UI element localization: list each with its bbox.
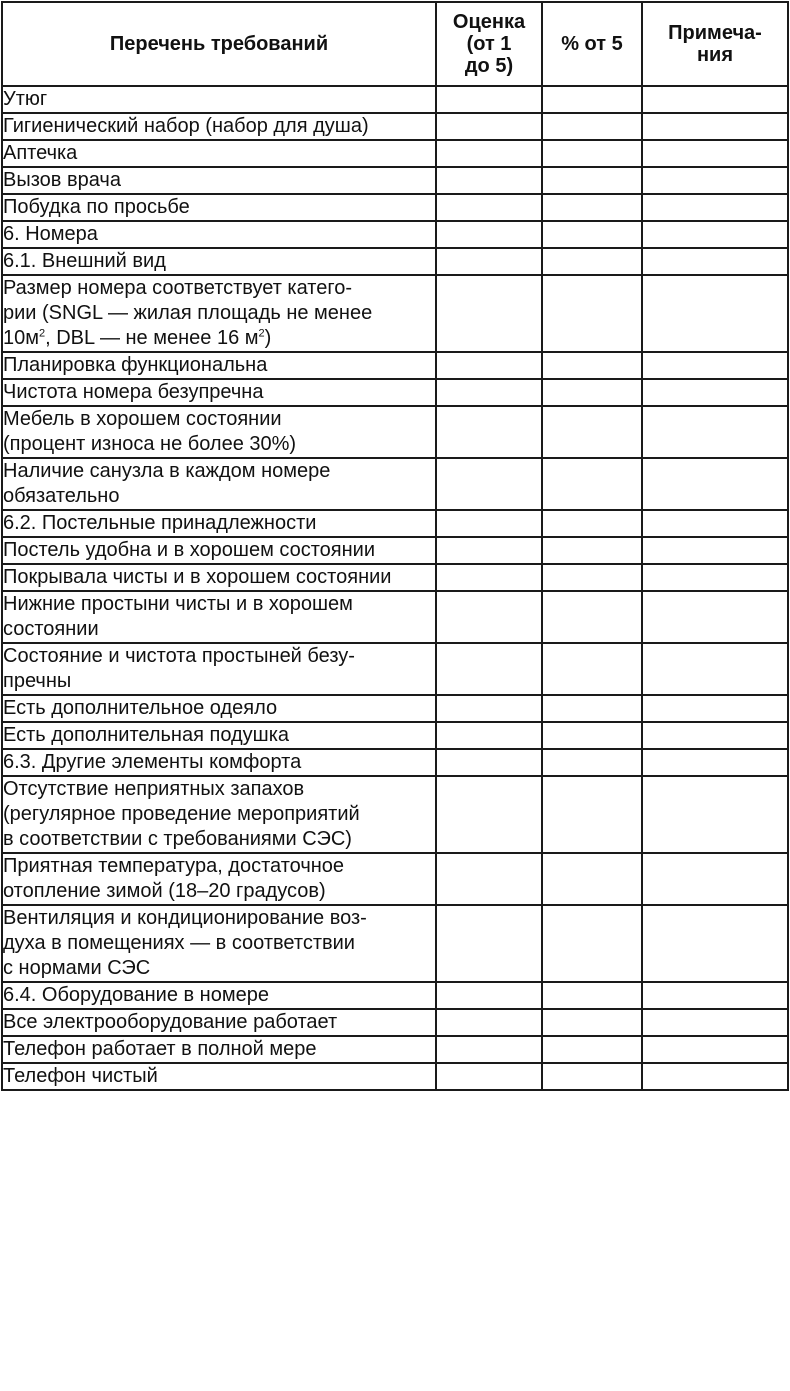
requirement-cell — [2, 352, 436, 379]
requirement-text: Мебель в хорошем состоянии — [3, 408, 282, 430]
notes-cell — [642, 722, 788, 749]
notes-cell — [642, 1009, 788, 1036]
table-row — [2, 1009, 788, 1036]
requirement-cell — [2, 113, 436, 140]
percent-cell — [542, 1063, 642, 1090]
requirement-text: Есть дополнительная подушка — [3, 724, 290, 746]
table-row — [2, 194, 788, 221]
requirement-cell — [2, 275, 436, 352]
table-row — [2, 982, 788, 1009]
requirement-cell — [2, 1063, 436, 1090]
requirement-cell — [2, 1036, 436, 1063]
requirement-text: с нормами СЭС — [3, 957, 151, 979]
requirement-cell — [2, 1009, 436, 1036]
table-row — [2, 167, 788, 194]
notes-cell — [642, 982, 788, 1009]
requirement-cell — [2, 167, 436, 194]
notes-cell — [642, 458, 788, 510]
notes-cell — [642, 905, 788, 982]
percent-cell — [542, 643, 642, 695]
table-row — [2, 510, 788, 537]
requirement-text: 6.1. Внешний вид — [3, 250, 166, 272]
notes-cell — [642, 564, 788, 591]
percent-cell — [542, 510, 642, 537]
notes-cell — [642, 591, 788, 643]
header-percent: % от 5 — [542, 2, 642, 86]
percent-cell — [542, 1009, 642, 1036]
notes-cell — [642, 352, 788, 379]
requirement-text: Утюг — [3, 88, 48, 110]
notes-cell — [642, 776, 788, 853]
table-row — [2, 113, 788, 140]
requirement-text: Чистота номера безупречна — [3, 381, 264, 403]
requirement-text: , DBL — не менее 16 м — [45, 327, 259, 349]
requirement-cell — [2, 853, 436, 905]
table-row — [2, 776, 788, 853]
table-row — [2, 853, 788, 905]
percent-cell — [542, 776, 642, 853]
header-score-line: Оценка — [452, 11, 526, 33]
table-row — [2, 1063, 788, 1090]
requirement-text: в соответствии с требованиями СЭС) — [3, 828, 352, 850]
percent-cell — [542, 564, 642, 591]
score-cell — [436, 510, 542, 537]
requirement-cell — [2, 194, 436, 221]
superscript: 2 — [39, 327, 46, 340]
score-cell — [436, 695, 542, 722]
requirement-cell — [2, 749, 436, 776]
header-notes-line: Примеча- — [668, 22, 762, 44]
table-row — [2, 275, 788, 352]
requirement-cell — [2, 458, 436, 510]
table-row — [2, 1036, 788, 1063]
table-row — [2, 695, 788, 722]
requirement-text: Есть дополнительное одеяло — [3, 697, 278, 719]
score-cell — [436, 564, 542, 591]
notes-cell — [642, 140, 788, 167]
superscript: 2 — [258, 327, 265, 340]
score-cell — [436, 458, 542, 510]
percent-cell — [542, 140, 642, 167]
requirement-text: отопление зимой (18–20 градусов) — [3, 880, 326, 902]
table-row — [2, 248, 788, 275]
score-cell — [436, 905, 542, 982]
notes-cell — [642, 275, 788, 352]
table-row — [2, 749, 788, 776]
percent-cell — [542, 695, 642, 722]
requirement-text: Состояние и чистота простыней безу- — [3, 645, 355, 667]
requirement-cell — [2, 510, 436, 537]
requirement-text: Телефон чистый — [3, 1065, 158, 1087]
requirement-text: состоянии — [3, 618, 99, 640]
requirement-text: рии (SNGL — жилая площадь не менее — [3, 302, 373, 324]
requirement-cell — [2, 248, 436, 275]
requirement-text: (регулярное проведение мероприятий — [3, 803, 360, 825]
requirement-text: Постель удобна и в хорошем состоянии — [3, 539, 376, 561]
notes-cell — [642, 406, 788, 458]
requirement-text: Планировка функциональна — [3, 354, 268, 376]
percent-cell — [542, 248, 642, 275]
requirement-text: Телефон работает в полной мере — [3, 1038, 317, 1060]
table-row — [2, 140, 788, 167]
table-row — [2, 221, 788, 248]
requirement-cell — [2, 776, 436, 853]
requirement-cell — [2, 140, 436, 167]
score-cell — [436, 140, 542, 167]
notes-cell — [642, 248, 788, 275]
score-cell — [436, 406, 542, 458]
header-requirements: Перечень требований — [2, 2, 436, 86]
requirement-text: Вентиляция и кондиционирование воз- — [3, 907, 367, 929]
table-row — [2, 537, 788, 564]
score-cell — [436, 113, 542, 140]
score-cell — [436, 86, 542, 113]
requirement-text: 6.3. Другие элементы комфорта — [3, 751, 302, 773]
header-score-line: (от 1 — [466, 33, 512, 55]
header-notes — [642, 2, 788, 86]
requirement-text: 6.2. Постельные принадлежности — [3, 512, 317, 534]
percent-cell — [542, 406, 642, 458]
percent-cell — [542, 194, 642, 221]
table-row — [2, 379, 788, 406]
table-row — [2, 352, 788, 379]
score-cell — [436, 1036, 542, 1063]
header-score-line: до 5) — [464, 55, 514, 77]
requirement-cell — [2, 722, 436, 749]
score-cell — [436, 722, 542, 749]
table-row — [2, 406, 788, 458]
percent-cell — [542, 379, 642, 406]
requirement-cell — [2, 379, 436, 406]
score-cell — [436, 379, 542, 406]
notes-cell — [642, 86, 788, 113]
percent-cell — [542, 722, 642, 749]
notes-cell — [642, 167, 788, 194]
score-cell — [436, 167, 542, 194]
score-cell — [436, 776, 542, 853]
requirement-text: обязательно — [3, 485, 120, 507]
percent-cell — [542, 352, 642, 379]
table-row — [2, 591, 788, 643]
notes-cell — [642, 113, 788, 140]
percent-cell — [542, 591, 642, 643]
percent-cell — [542, 749, 642, 776]
score-cell — [436, 352, 542, 379]
requirement-text: Аптечка — [3, 142, 78, 164]
score-cell — [436, 1009, 542, 1036]
score-cell — [436, 982, 542, 1009]
notes-cell — [642, 221, 788, 248]
requirement-text: Гигиенический набор (набор для душа) — [3, 115, 369, 137]
requirement-text: (процент износа не более 30%) — [3, 433, 297, 455]
score-cell — [436, 1063, 542, 1090]
notes-cell — [642, 1036, 788, 1063]
table-row — [2, 86, 788, 113]
requirement-cell — [2, 86, 436, 113]
requirement-text: 6. Номера — [3, 223, 98, 245]
percent-cell — [542, 853, 642, 905]
requirement-text: пречны — [3, 670, 72, 692]
requirement-text: Нижние простыни чисты и в хорошем — [3, 593, 353, 615]
notes-cell — [642, 537, 788, 564]
score-cell — [436, 221, 542, 248]
requirement-cell — [2, 905, 436, 982]
requirement-text: Отсутствие неприятных запахов — [3, 778, 305, 800]
percent-cell — [542, 86, 642, 113]
requirement-cell — [2, 221, 436, 248]
notes-cell — [642, 379, 788, 406]
notes-cell — [642, 749, 788, 776]
requirement-text: 10м — [3, 327, 39, 349]
requirement-cell — [2, 406, 436, 458]
requirement-text: Побудка по просьбе — [3, 196, 190, 218]
table-row — [2, 458, 788, 510]
requirement-text: Размер номера соответствует катего- — [3, 277, 352, 299]
table-row — [2, 722, 788, 749]
score-cell — [436, 537, 542, 564]
percent-cell — [542, 1036, 642, 1063]
score-cell — [436, 275, 542, 352]
percent-cell — [542, 221, 642, 248]
percent-cell — [542, 905, 642, 982]
score-cell — [436, 643, 542, 695]
score-cell — [436, 749, 542, 776]
notes-cell — [642, 510, 788, 537]
requirements-body — [2, 86, 788, 1090]
score-cell — [436, 853, 542, 905]
table-row — [2, 564, 788, 591]
requirement-text: Наличие санузла в каждом номере — [3, 460, 331, 482]
requirement-cell — [2, 643, 436, 695]
score-cell — [436, 591, 542, 643]
percent-cell — [542, 275, 642, 352]
percent-cell — [542, 113, 642, 140]
requirement-cell — [2, 537, 436, 564]
requirement-text: Покрывала чисты и в хорошем состоянии — [3, 566, 392, 588]
score-cell — [436, 248, 542, 275]
table-row — [2, 643, 788, 695]
requirement-cell — [2, 695, 436, 722]
header-notes-line: ния — [696, 44, 734, 66]
notes-cell — [642, 695, 788, 722]
requirement-cell — [2, 564, 436, 591]
percent-cell — [542, 458, 642, 510]
notes-cell — [642, 1063, 788, 1090]
header-score — [436, 2, 542, 86]
score-cell — [436, 194, 542, 221]
percent-cell — [542, 982, 642, 1009]
percent-cell — [542, 537, 642, 564]
percent-cell — [542, 167, 642, 194]
requirement-text: Вызов врача — [3, 169, 121, 191]
requirement-cell — [2, 982, 436, 1009]
requirement-text: духа в помещениях — в соответствии — [3, 932, 355, 954]
requirement-text: Все электрооборудование работает — [3, 1011, 338, 1033]
notes-cell — [642, 194, 788, 221]
requirement-text: Приятная температура, достаточное — [3, 855, 345, 877]
notes-cell — [642, 643, 788, 695]
notes-cell — [642, 853, 788, 905]
requirement-text: ) — [264, 327, 272, 349]
table-row — [2, 905, 788, 982]
header-row — [2, 2, 788, 86]
requirement-cell — [2, 591, 436, 643]
requirement-text: 6.4. Оборудование в номере — [3, 984, 269, 1006]
requirements-table — [1, 1, 789, 1091]
